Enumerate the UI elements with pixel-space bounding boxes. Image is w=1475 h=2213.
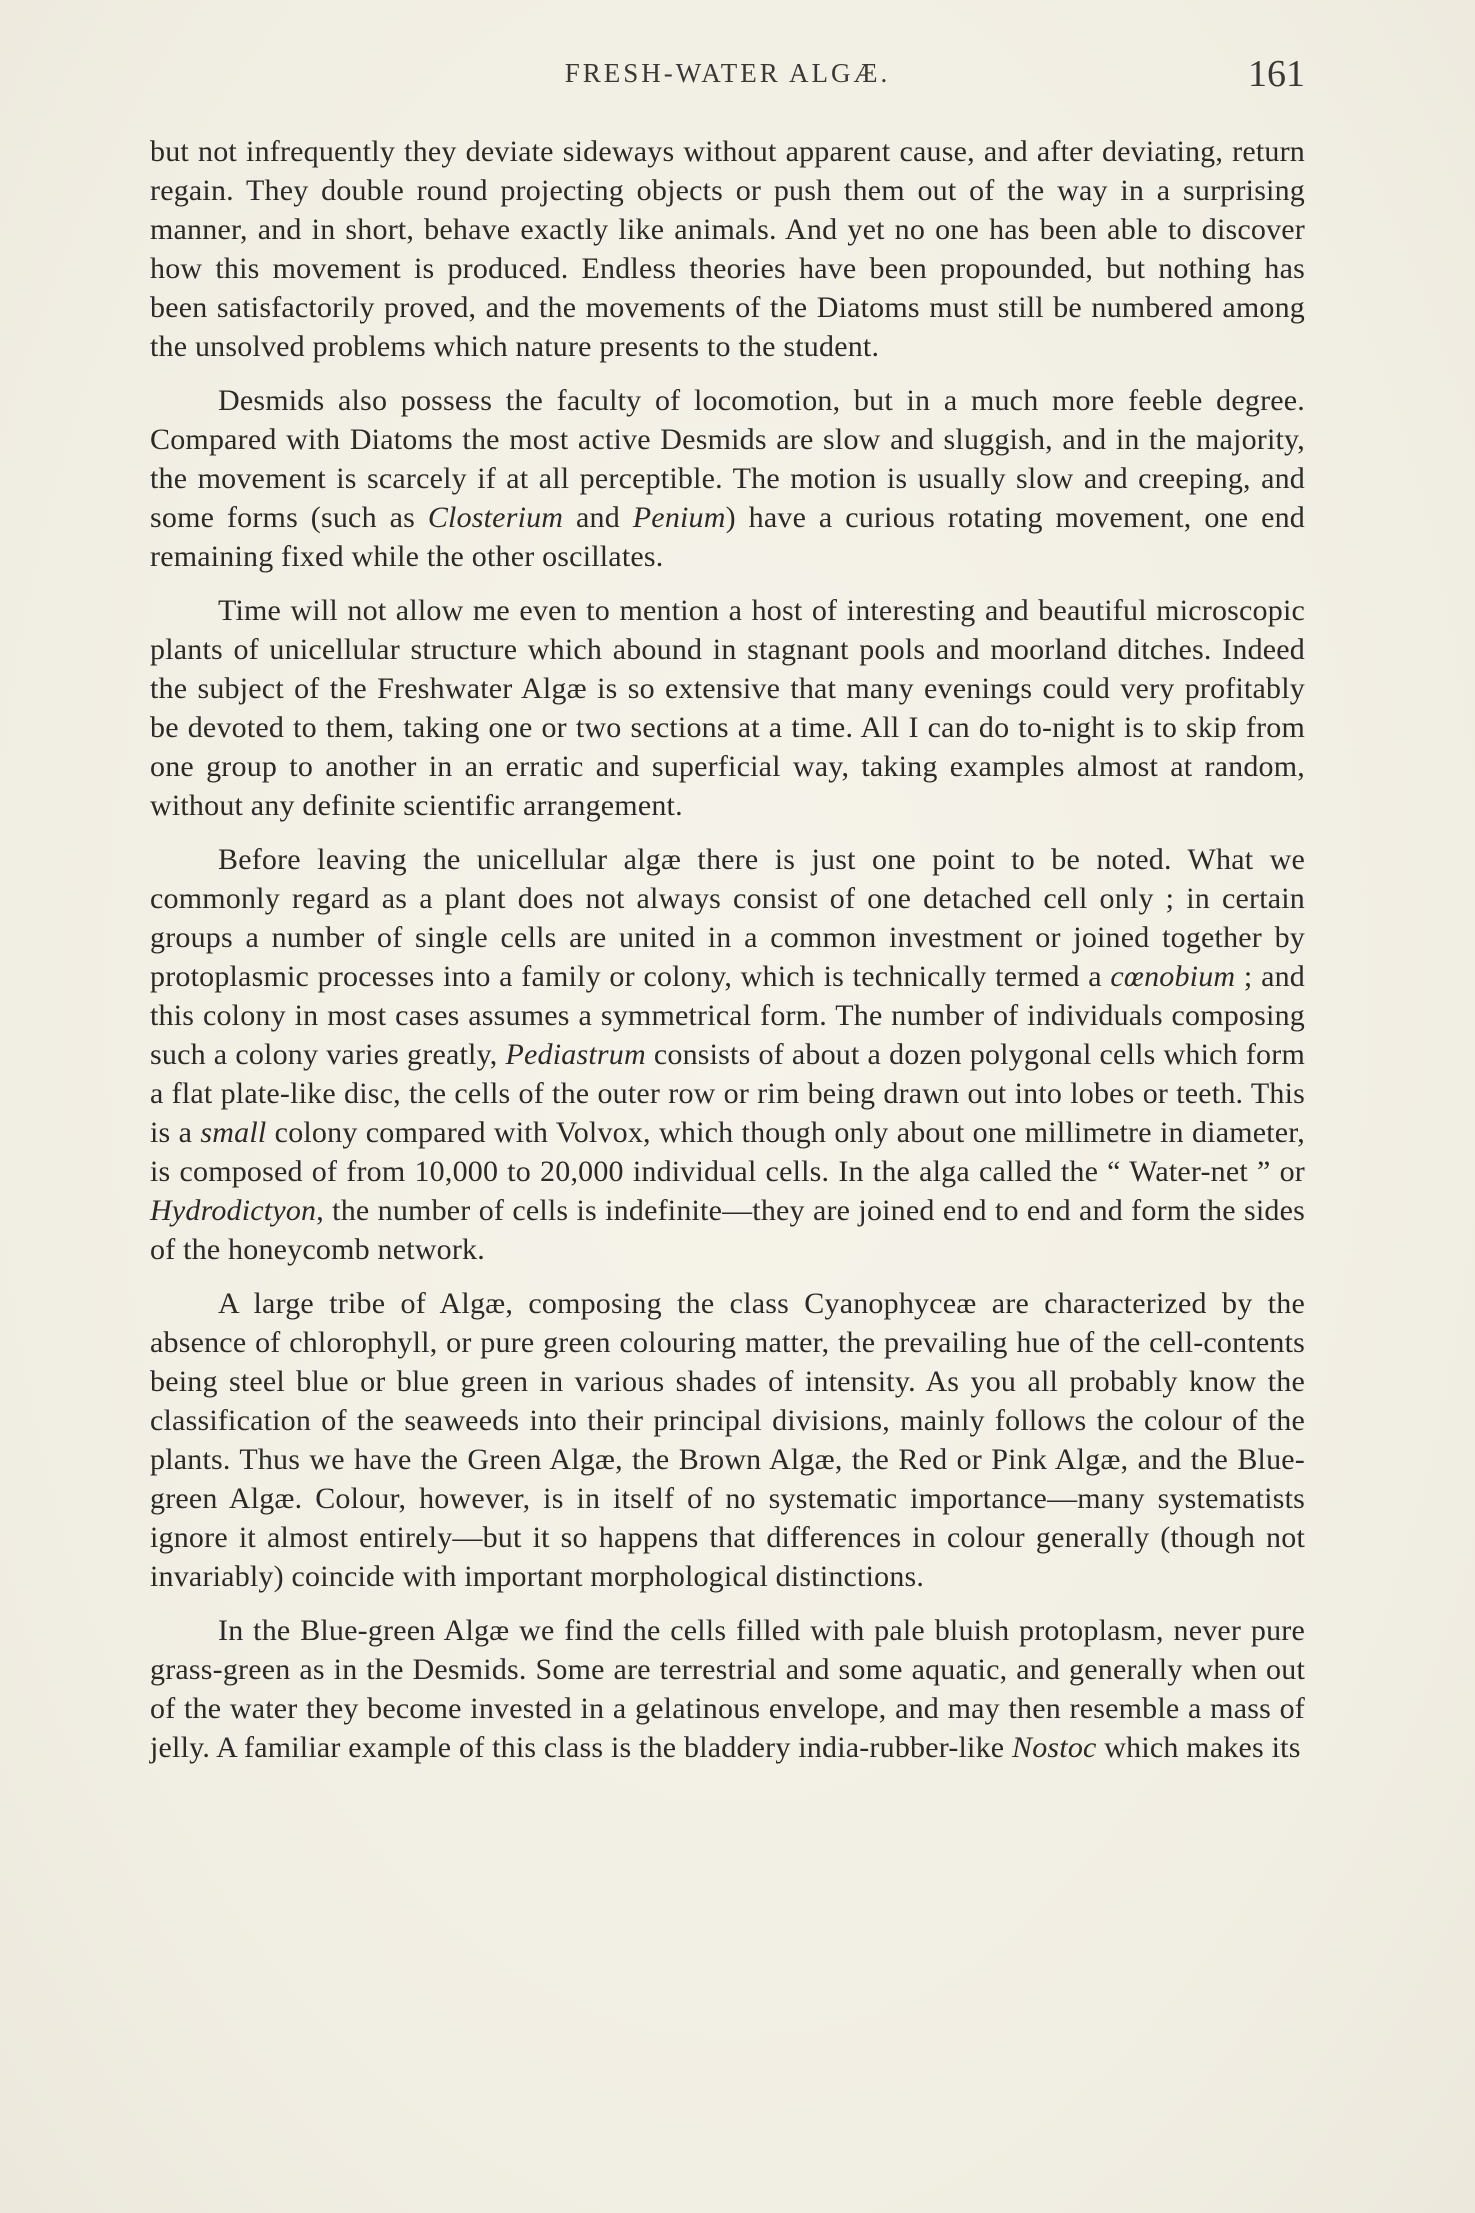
italic-term: Hydrodictyon [150, 1194, 317, 1227]
text-run: ) have a curious rotating movement, one end remaining fixed while the other oscillates. [150, 501, 1305, 573]
paragraph [150, 1284, 1305, 1596]
italic-term: Penium [632, 501, 726, 534]
text-run: A large tribe of Algæ, composing the class Cyanophyceæ are characterized by the absence of chlorophyll, or pure green colouring matter, the prevailing hue of the cell-contents being steel blue or blue green in various shades of intensity. As you all probably know the classification of the seaweeds into their principal divisions, mainly follows the colour of the plants. Thus we have the Green Algæ, the Brown Algæ, the Red or Pink Algæ, and the Blue-green Algæ. Colour, however, is in itself of no systematic importance—many systematists ignore it almost entirely—but it so happens that differences in colour generally (though not invariably) coincide with important morphological distinctions. [150, 1287, 1305, 1593]
italic-term: cœnobium [1110, 960, 1236, 993]
text-run: Time will not allow me even to mention a host of interesting and beautiful microscopic plants of unicellular structure which abound in stagnant pools and moorland ditches. Indeed the subject of the Freshwater Algæ is so extensive that many evenings could very profitably be devoted to them, taking one or two sections at a time. All I can do to-night is to skip from one group to another in an erratic and superficial way, taking examples almost at random, without any definite scientific arrangement. [150, 594, 1305, 822]
text-run: , the number of cells is indefinite—they are joined end to end and form the sides of the honeycomb network. [150, 1194, 1305, 1266]
paragraph [150, 840, 1305, 1269]
page-number: 161 [1248, 53, 1305, 95]
text-run: In the Blue-green Algæ we find the cells filled with pale bluish protoplasm, never pure grass-green as in the Desmids. Some are terrestrial and some aquatic, and generally when out of the water they become invested in a gelatinous envelope, and may then resemble a mass of jelly. A familiar example of this class is the bladdery india-rubber-like [150, 1614, 1305, 1764]
italic-term: Nostoc [1012, 1731, 1097, 1764]
text-run: Desmids also possess the faculty of locomotion, but in a much more feeble degree. Compared with Diatoms the most active Desmids are slow and sluggish, and in the majority, the movement is scarcely if at all perceptible. The motion is usually slow and creeping, and some forms (such as [150, 384, 1305, 534]
running-title: FRESH-WATER ALGÆ. [564, 58, 891, 88]
paragraph [150, 591, 1305, 825]
paragraph [150, 381, 1305, 576]
text-run: which makes its [1096, 1731, 1301, 1764]
text-run: and [563, 501, 633, 534]
italic-term: Pediastrum [505, 1038, 646, 1071]
italic-term: Closterium [427, 501, 564, 534]
paragraph [150, 132, 1305, 366]
text-run: colony compared with Volvox, which though only about one millimetre in diameter, is composed of from 10,000 to 20,000 individual cells. In the alga called the “ Water-net ” or [150, 1116, 1305, 1188]
italic-term: small [200, 1116, 267, 1149]
text-run: ; and this colony in most cases assumes a symmetrical form. The number of individuals composing such a colony varies greatly, [150, 960, 1306, 1071]
paragraph [150, 1611, 1305, 1767]
text-run: consists of about a dozen polygonal cells which form a flat plate-like disc, the cells of the outer row or rim being drawn out into lobes or teeth. This is a [150, 1038, 1305, 1149]
running-head [150, 52, 1305, 102]
text-run: Before leaving the unicellular algæ there is just one point to be noted. What we commonly regard as a plant does not always consist of one detached cell only ; in certain groups a number of single cells are united in a common investment or joined together by protoplasmic processes into a family or colony, which is technically termed a [150, 843, 1305, 993]
body-text [150, 132, 1305, 1782]
text-run: but not infrequently they deviate sideways without apparent cause, and after deviating, return regain. They double round projecting objects or push them out of the way in a surprising manner, and in short, behave exactly like animals. And yet no one has been able to discover how this movement is produced. Endless theories have been propounded, but nothing has been satisfactorily proved, and the movements of the Diatoms must still be numbered among the unsolved problems which nature presents to the student. [150, 135, 1305, 363]
